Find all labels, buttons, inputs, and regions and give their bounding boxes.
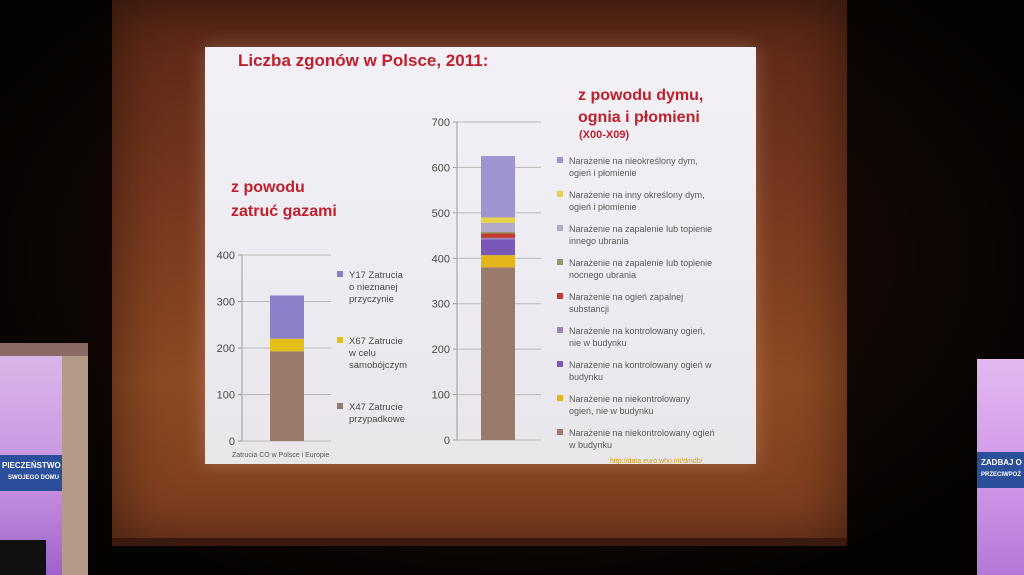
bar-segment	[270, 295, 304, 338]
right-heading-line-2: ognia i płomieni	[578, 109, 700, 126]
y-tick-label: 200	[431, 344, 450, 357]
legend-label: w celu	[349, 348, 376, 359]
y-tick-label: 700	[431, 117, 450, 129]
legend-label: Narażenie na nieokreślony dym,	[569, 156, 698, 166]
legend-swatch	[557, 191, 563, 197]
legend-label: nie w budynku	[569, 338, 627, 348]
legend-swatch	[557, 429, 563, 435]
legend-label: substancji	[569, 304, 610, 314]
legend-label: przypadkowe	[349, 414, 405, 425]
slide-url: http://data.euro.who.int/dmdb/	[610, 458, 703, 464]
legend-swatch	[337, 337, 343, 343]
legend-label: ogień, nie w budynku	[569, 406, 654, 416]
left-heading-line-1: z powodu	[231, 179, 305, 196]
left-banner-text-2: SWOJEGO DOMU	[8, 475, 60, 481]
y-tick-label: 300	[216, 296, 235, 309]
legend-label: przyczynie	[349, 294, 394, 305]
gas-poisoning-chart	[217, 250, 408, 448]
legend-swatch	[557, 157, 563, 163]
y-tick-label: 200	[216, 343, 235, 355]
legend-swatch	[337, 403, 343, 409]
left-banner-stripe	[0, 455, 62, 491]
y-tick-label: 500	[431, 207, 450, 220]
slide-footnote: Zatrucia CO w Polsce i Europie	[232, 452, 330, 459]
legend-label: w budynku	[569, 440, 613, 450]
y-tick-label: 100	[431, 389, 450, 402]
bar-segment	[481, 156, 515, 217]
legend-label: samobójczym	[349, 360, 408, 371]
right-banner-stripe	[977, 452, 1024, 488]
y-tick-label: 400	[216, 250, 235, 262]
bar-segment	[481, 255, 515, 267]
bar-segment	[270, 351, 304, 441]
legend-label: Narażenie na niekontrolowany	[569, 394, 691, 404]
y-tick-label: 0	[443, 435, 450, 447]
y-tick-label: 0	[228, 436, 235, 448]
bar-segment	[481, 233, 515, 238]
legend-label: Narażenie na zapalenie lub topienie	[569, 258, 713, 268]
presentation-slide	[205, 47, 756, 464]
left-rollup-banner-back	[62, 356, 88, 575]
legend-label: X47 Zatrucie	[349, 402, 403, 413]
legend-swatch	[557, 293, 563, 299]
legend-label: Narażenie na kontrolowany ogień,	[569, 326, 706, 336]
y-tick-label: 600	[431, 162, 450, 175]
legend-label: innego ubrania	[569, 236, 629, 246]
y-tick-label: 400	[431, 253, 450, 266]
right-heading-code: (X00-X09)	[579, 129, 630, 141]
right-heading-line-1: z powodu dymu,	[578, 87, 704, 104]
right-banner-text-2: PRZECIWPOŻ	[981, 472, 1021, 478]
left-heading-line-2: zatruć gazami	[231, 203, 337, 220]
legend-label: ogień i płomienie	[569, 202, 637, 212]
left-banner-text-1: PIECZEŃSTWO	[2, 461, 61, 470]
y-tick-label: 300	[431, 298, 450, 311]
legend-swatch	[557, 361, 563, 367]
bar-segment	[481, 217, 515, 222]
bar-segment	[481, 238, 515, 239]
slide-canvas	[205, 47, 756, 464]
legend-swatch	[557, 395, 563, 401]
legend-swatch	[557, 225, 563, 231]
legend-label: o nieznanej	[349, 282, 398, 293]
right-banner-text-1: ZADBAJ O	[981, 458, 1022, 467]
bar-segment	[481, 267, 515, 440]
legend-swatch	[557, 259, 563, 265]
legend-label: Narażenie na inny określony dym,	[569, 190, 705, 200]
legend-label: Narażenie na zapalenie lub topienie	[569, 224, 713, 234]
y-tick-label: 100	[216, 389, 235, 402]
screen-bottom-edge	[112, 538, 847, 546]
legend-label: Narażenie na niekontrolowany ogień	[569, 428, 715, 438]
bar-segment	[270, 339, 304, 352]
smoke-fire-chart	[432, 117, 715, 450]
legend-label: budynku	[569, 372, 604, 382]
legend-label: Y17 Zatrucia	[349, 270, 403, 281]
legend-label: X67 Zatrucie	[349, 336, 403, 347]
bar-segment	[481, 232, 515, 233]
bar-segment	[481, 239, 515, 255]
legend-label: Narażenie na kontrolowany ogień w	[569, 360, 712, 370]
bar-segment	[481, 223, 515, 232]
legend-swatch	[337, 271, 343, 277]
slide-title: Liczba zgonów w Polsce, 2011:	[238, 51, 489, 70]
legend-label: nocnego ubrania	[569, 270, 637, 280]
legend-label: Narażenie na ogień zapalnej	[569, 292, 684, 302]
legend-label: ogień i płomienie	[569, 168, 637, 178]
legend-swatch	[557, 327, 563, 333]
podium	[0, 540, 46, 575]
